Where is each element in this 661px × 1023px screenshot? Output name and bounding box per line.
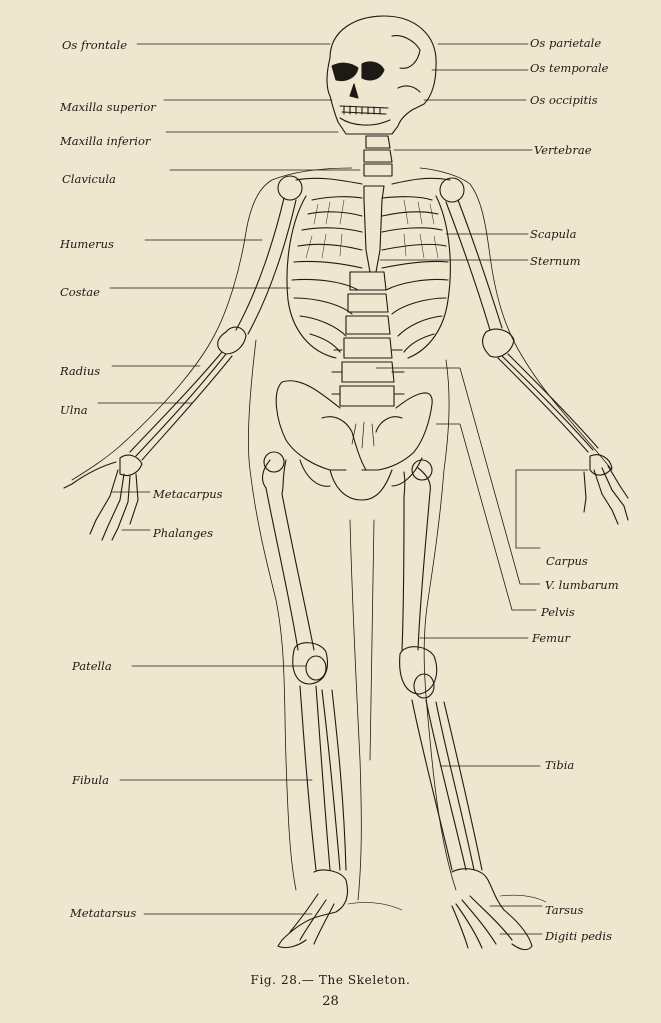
label-femur: Femur [532,631,570,645]
label-humerus: Humerus [60,237,114,251]
femur-right [402,468,430,650]
tibia-fibula-left [300,686,346,870]
label-metacarpus: Metacarpus [153,487,223,501]
label-phalanges: Phalanges [153,526,214,540]
label-ulna: Ulna [60,403,88,417]
label-radius: Radius [60,364,101,378]
foot-left [278,870,402,948]
label-tibia: Tibia [545,758,575,772]
label-digiti-pedis: Digiti pedis [545,929,613,943]
label-sternum: Sternum [530,254,581,268]
label-os-frontale: Os frontale [62,38,128,52]
patella-left [306,656,326,680]
shoulder-right [440,178,464,202]
label-maxilla-superior: Maxilla superior [60,100,156,114]
clavicle-left [296,178,362,184]
tibia-fibula-right [412,700,482,870]
radius-ulna-left [130,352,232,460]
hand-left [64,455,142,540]
sternum [364,186,384,272]
page-number: 28 [322,994,339,1009]
hand-right [584,455,628,524]
clavicle-right [392,178,450,184]
humerus-right [446,200,502,330]
pelvis [276,381,432,500]
foot-right [452,869,546,950]
label-pelvis: Pelvis [541,605,575,619]
label-scapula: Scapula [530,227,577,241]
figure-caption: Fig. 28.— The Skeleton. [250,973,411,987]
label-fibula: Fibula [72,773,109,787]
label-costae: Costae [60,285,100,299]
label-metatarsus: Metatarsus [70,906,137,920]
label-maxilla-inferior: Maxilla inferior [60,134,151,148]
lumbar-spine [332,272,404,406]
femur-left [263,460,314,650]
shoulder-left [278,176,302,200]
elbow-right [483,329,514,357]
femur-head-left [264,452,284,472]
patella-right [414,674,434,698]
elbow-left [218,327,246,354]
cervical-spine [364,136,392,176]
skull [327,16,436,134]
label-os-temporale: Os temporale [530,61,609,75]
label-vertebrae: Vertebrae [534,143,592,157]
knee-right [400,647,437,694]
label-tarsus: Tarsus [545,903,584,917]
radius-ulna-right [498,354,598,452]
label-os-occipitis: Os occipitis [530,93,598,107]
label-patella: Patella [72,659,112,673]
label-os-parietale: Os parietale [530,36,602,50]
label-clavicula: Clavicula [62,172,116,186]
label-carpus: Carpus [546,554,588,568]
label-v-lumbarum: V. lumbarum [545,578,619,592]
